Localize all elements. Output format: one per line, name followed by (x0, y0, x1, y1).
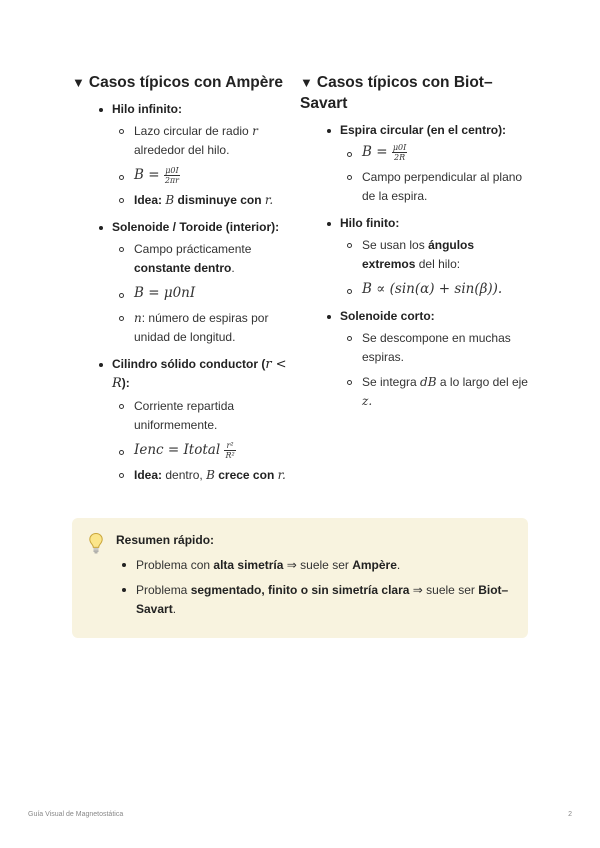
summary-callout: Resumen rápido: Problema con alta simetría ⇒ suele ser Ampère. Problema segmentado, finito o sin simetría clara ⇒ suele ser Biot–Savart. (72, 518, 528, 638)
list-item-idea: Idea: B disminuye con r. (112, 191, 298, 210)
biot-savart-list (300, 121, 528, 411)
ampere-list (72, 100, 298, 485)
formula-b-loop: B = $\frac{\mu 0I}{2R}$ (340, 143, 528, 162)
list-item-idea: Idea: dentro, B crece con r. (112, 466, 298, 485)
list-item: Corriente repartida uniformemente. (112, 397, 298, 435)
formula-b-solenoid: B = μ0nI (112, 284, 298, 303)
summary-item: Problema segmentado, finito o sin simetría clara ⇒ suele ser Biot–Savart. (116, 581, 516, 619)
footer-title: Guía Visual de Magnetostática (28, 811, 124, 818)
collapse-triangle-icon[interactable]: ▼ (72, 75, 85, 90)
formula-b-infinite-wire: B = $\frac{\mu 0I}{2\pi r}$ (112, 166, 298, 185)
list-item-solenoide: Solenoide / Toroide (interior): Campo prácticamente constante dentro. B = μ0nI n: número de espiras por unidad de longitud. (72, 218, 298, 347)
list-item: n: número de espiras por unidad de longitud. (112, 309, 298, 347)
summary-item: Problema con alta simetría ⇒ suele ser Ampère. (116, 556, 516, 575)
ampere-section-title[interactable]: ▼ Casos típicos con Ampère (72, 74, 283, 91)
list-item-hilo-infinito: Hilo infinito: Lazo circular de radio r alrededor del hilo. B = $\frac{\mu 0I}{2\pi r}$ Idea: B disminuye con r. (72, 100, 298, 210)
biot-savart-column (300, 72, 528, 419)
biot-savart-section-title[interactable]: ▼ Casos típicos con Biot–Savart (300, 74, 493, 112)
page-number: 2 (568, 811, 572, 818)
list-item: Se integra dB a lo largo del eje z. (340, 373, 528, 411)
list-item: Se descompone en muchas espiras. (340, 329, 528, 367)
collapse-triangle-icon[interactable]: ▼ (300, 75, 313, 90)
list-item: Campo prácticamente constante dentro. (112, 240, 298, 278)
list-item-hilo-finito: Hilo finito: Se usan los ángulos extremos del hilo: B ∝ (sin(α) + sin(β)). (300, 214, 528, 299)
lightbulb-icon (88, 532, 104, 559)
list-item-solenoide-corto: Solenoide corto: Se descompone en muchas espiras. Se integra dB a lo largo del eje z. (300, 307, 528, 411)
list-item: Lazo circular de radio r alrededor del hilo. (112, 122, 298, 160)
formula-i-enclosed: Ienc = Itotal $\frac{\text{r²}}{\text{R²}}$ (112, 441, 298, 460)
ampere-column (72, 72, 298, 493)
list-item: Se usan los ángulos extremos del hilo: (340, 236, 528, 274)
formula-b-finite-wire: B ∝ (sin(α) + sin(β)). (340, 280, 528, 299)
list-item-cilindro: Cilindro sólido conductor (r < R): Corriente repartida uniformemente. Ienc = Itotal $\frac{\text{r²}}{\text{R²}}$ Idea: dentro, B crece con r. (72, 355, 298, 485)
list-item-espira: Espira circular (en el centro): B = $\frac{\mu 0I}{2R}$ Campo perpendicular al plano de la espira. (300, 121, 528, 206)
list-item: Campo perpendicular al plano de la espira. (340, 168, 528, 206)
